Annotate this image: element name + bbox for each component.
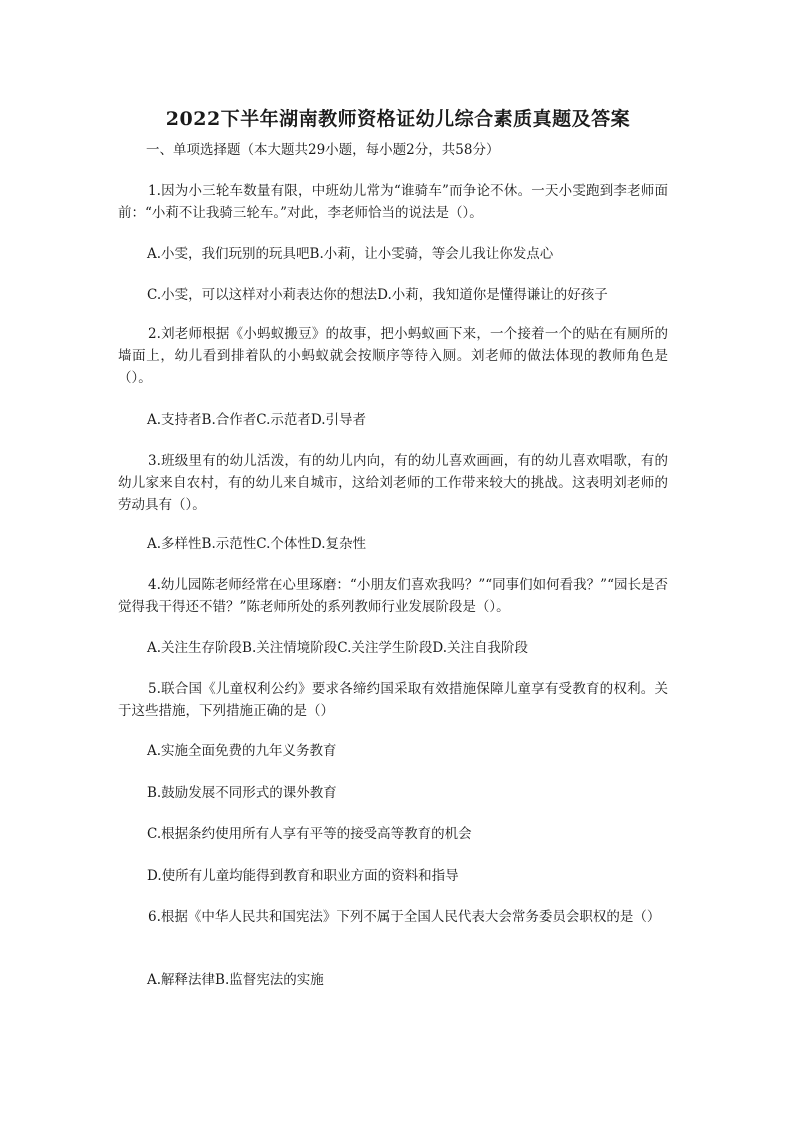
question-3-option-line-1: A.多样性B.示范性C.个体性D.复杂性 xyxy=(147,536,367,552)
question-3-stem: 3.班级里有的幼儿活泼，有的幼儿内向，有的幼儿喜欢画画，有的幼儿喜欢唱歌，有的幼儿家来自农村，有的幼儿来自城市，这给刘老师的工作带来较大的挑战。这表明刘老师的劳动具有（）。 xyxy=(118,453,668,513)
question-2-option-line-1: A.支持者B.合作者C.示范者D.引导者 xyxy=(147,412,367,428)
question-5-option-b: B.鼓励发展不同形式的课外教育 xyxy=(147,785,337,801)
question-5-option-d: D.使所有儿童均能得到教育和职业方面的资料和指导 xyxy=(147,868,459,884)
question-4-stem: 4.幼儿园陈老师经常在心里琢磨：“小朋友们喜欢我吗？”“同事们如何看我？”“园长是否觉得我干得还不错？”陈老师所处的系列教师行业发展阶段是（）。 xyxy=(118,577,668,615)
question-5-stem: 5.联合国《儿童权利公约》要求各缔约国采取有效措施保障儿童享有受教育的权利。关于这些措施，下列措施正确的是（） xyxy=(118,681,668,719)
question-1-option-line-1: A.小雯，我们玩别的玩具吧B.小莉，让小雯骑，等会儿我让你发点心 xyxy=(147,246,554,262)
question-6-stem: 6.根据《中华人民共和国宪法》下列不属于全国人民代表大会常务委员会职权的是（） xyxy=(148,909,661,925)
question-2-stem: 2.刘老师根据《小蚂蚁搬豆》的故事，把小蚂蚁画下来，一个接着一个的贴在有厕所的墙面上，幼儿看到排着队的小蚂蚁就会按顺序等待入厕。刘老师的做法体现的教师角色是（）。 xyxy=(118,326,668,386)
question-1-stem: 1.因为小三轮车数量有限，中班幼儿常为“谁骑车”而争论不休。一天小雯跑到李老师面前：“小莉不让我骑三轮车。”对此，李老师恰当的说法是（）。 xyxy=(118,183,668,221)
question-4-option-line-1: A.关注生存阶段B.关注情境阶段C.关注学生阶段D.关注自我阶段 xyxy=(147,640,529,656)
document-title: 2022下半年湖南教师资格证幼儿综合素质真题及答案 xyxy=(165,108,631,130)
section-heading: 一、单项选择题（本大题共29小题，每小题2分，共58分） xyxy=(146,142,500,158)
question-5-option-c: C.根据条约使用所有人享有平等的接受高等教育的机会 xyxy=(147,826,472,842)
question-1-option-line-2: C.小雯，可以这样对小莉表达你的想法D.小莉，我知道你是懂得谦让的好孩子 xyxy=(147,287,608,303)
question-6-option-line-1: A.解释法律B.监督宪法的实施 xyxy=(147,972,324,988)
question-5-option-a: A.实施全面免费的九年义务教育 xyxy=(147,743,337,759)
